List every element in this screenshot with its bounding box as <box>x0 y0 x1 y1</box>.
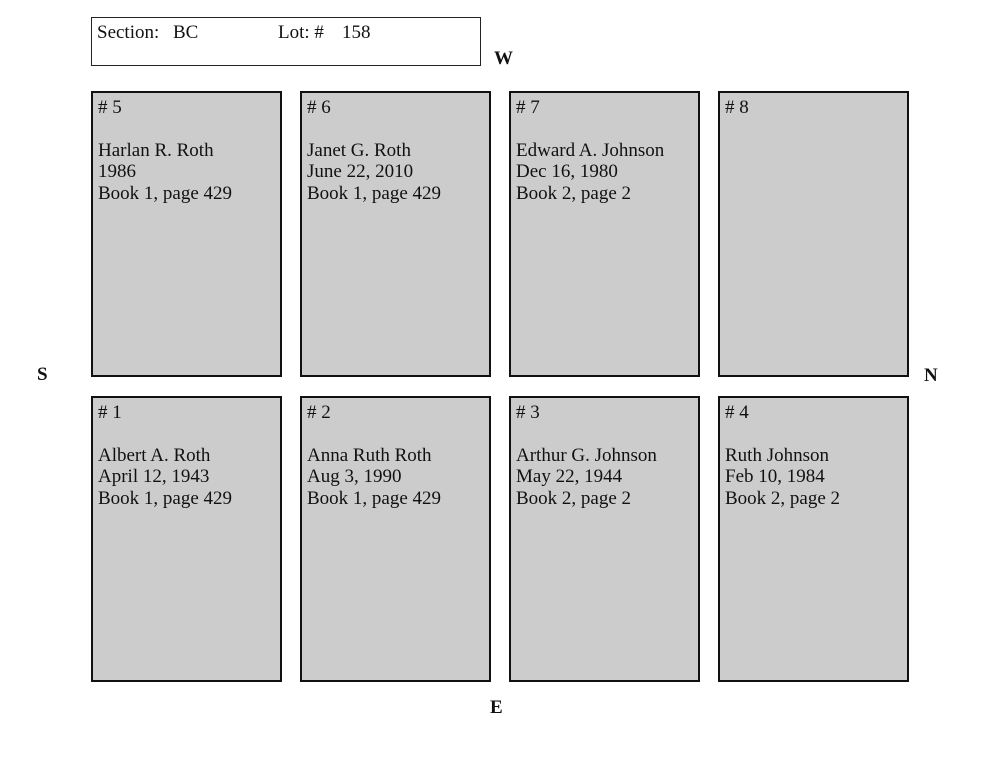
plot-6 <box>300 91 491 377</box>
plot-name: Edward A. Johnson <box>516 139 665 161</box>
plot-4 <box>718 396 909 682</box>
plot-book-page: Book 1, page 429 <box>307 182 442 204</box>
plot-number: # 5 <box>98 97 122 118</box>
plot-date: May 22, 1944 <box>516 466 623 487</box>
plot-number: # 3 <box>516 402 540 423</box>
plot-name: Albert A. Roth <box>98 444 211 466</box>
plot-name: Anna Ruth Roth <box>307 444 432 466</box>
plot-date: April 12, 1943 <box>98 466 210 487</box>
plot-book-page: Book 1, page 429 <box>98 182 233 204</box>
plot-2 <box>300 396 491 682</box>
plot-book-page <box>725 183 907 205</box>
plot-book-page: Book 1, page 429 <box>98 487 233 509</box>
plot-name: Janet G. Roth <box>307 139 411 161</box>
plot-5 <box>91 91 282 377</box>
compass-south: S <box>37 364 48 385</box>
plot-1 <box>91 396 282 682</box>
plot-number: # 2 <box>307 402 331 423</box>
plot-name: Ruth Johnson <box>725 444 829 466</box>
plot-name <box>725 140 907 162</box>
plot-number: # 7 <box>516 97 540 118</box>
plot-number: # 8 <box>725 97 749 118</box>
plot-date <box>725 161 907 183</box>
section-label: Section: <box>97 22 160 43</box>
plot-date: June 22, 2010 <box>307 161 414 182</box>
compass-east: E <box>490 697 503 718</box>
plot-date: Dec 16, 1980 <box>516 161 618 182</box>
section-lot-header <box>91 17 481 66</box>
plot-7 <box>509 91 700 377</box>
plot-book-page: Book 2, page 2 <box>516 487 632 509</box>
plot-date: Feb 10, 1984 <box>725 466 825 487</box>
compass-west: W <box>494 48 513 69</box>
plot-number: # 6 <box>307 97 331 118</box>
lot-label: Lot: # <box>278 22 324 43</box>
compass-north: N <box>924 365 938 386</box>
plot-number: # 4 <box>725 402 749 423</box>
lot-value: 158 <box>342 22 371 43</box>
plot-book-page: Book 2, page 2 <box>725 487 841 509</box>
plot-name: Harlan R. Roth <box>98 139 214 161</box>
plot-number: # 1 <box>98 402 122 423</box>
plot-book-page: Book 1, page 429 <box>307 487 442 509</box>
plot-name: Arthur G. Johnson <box>516 444 657 466</box>
plot-3 <box>509 396 700 682</box>
plot-date: Aug 3, 1990 <box>307 466 402 487</box>
plot-8 <box>718 91 909 377</box>
section-value: BC <box>173 22 199 43</box>
plot-date: 1986 <box>98 161 136 182</box>
plot-book-page: Book 2, page 2 <box>516 182 632 204</box>
